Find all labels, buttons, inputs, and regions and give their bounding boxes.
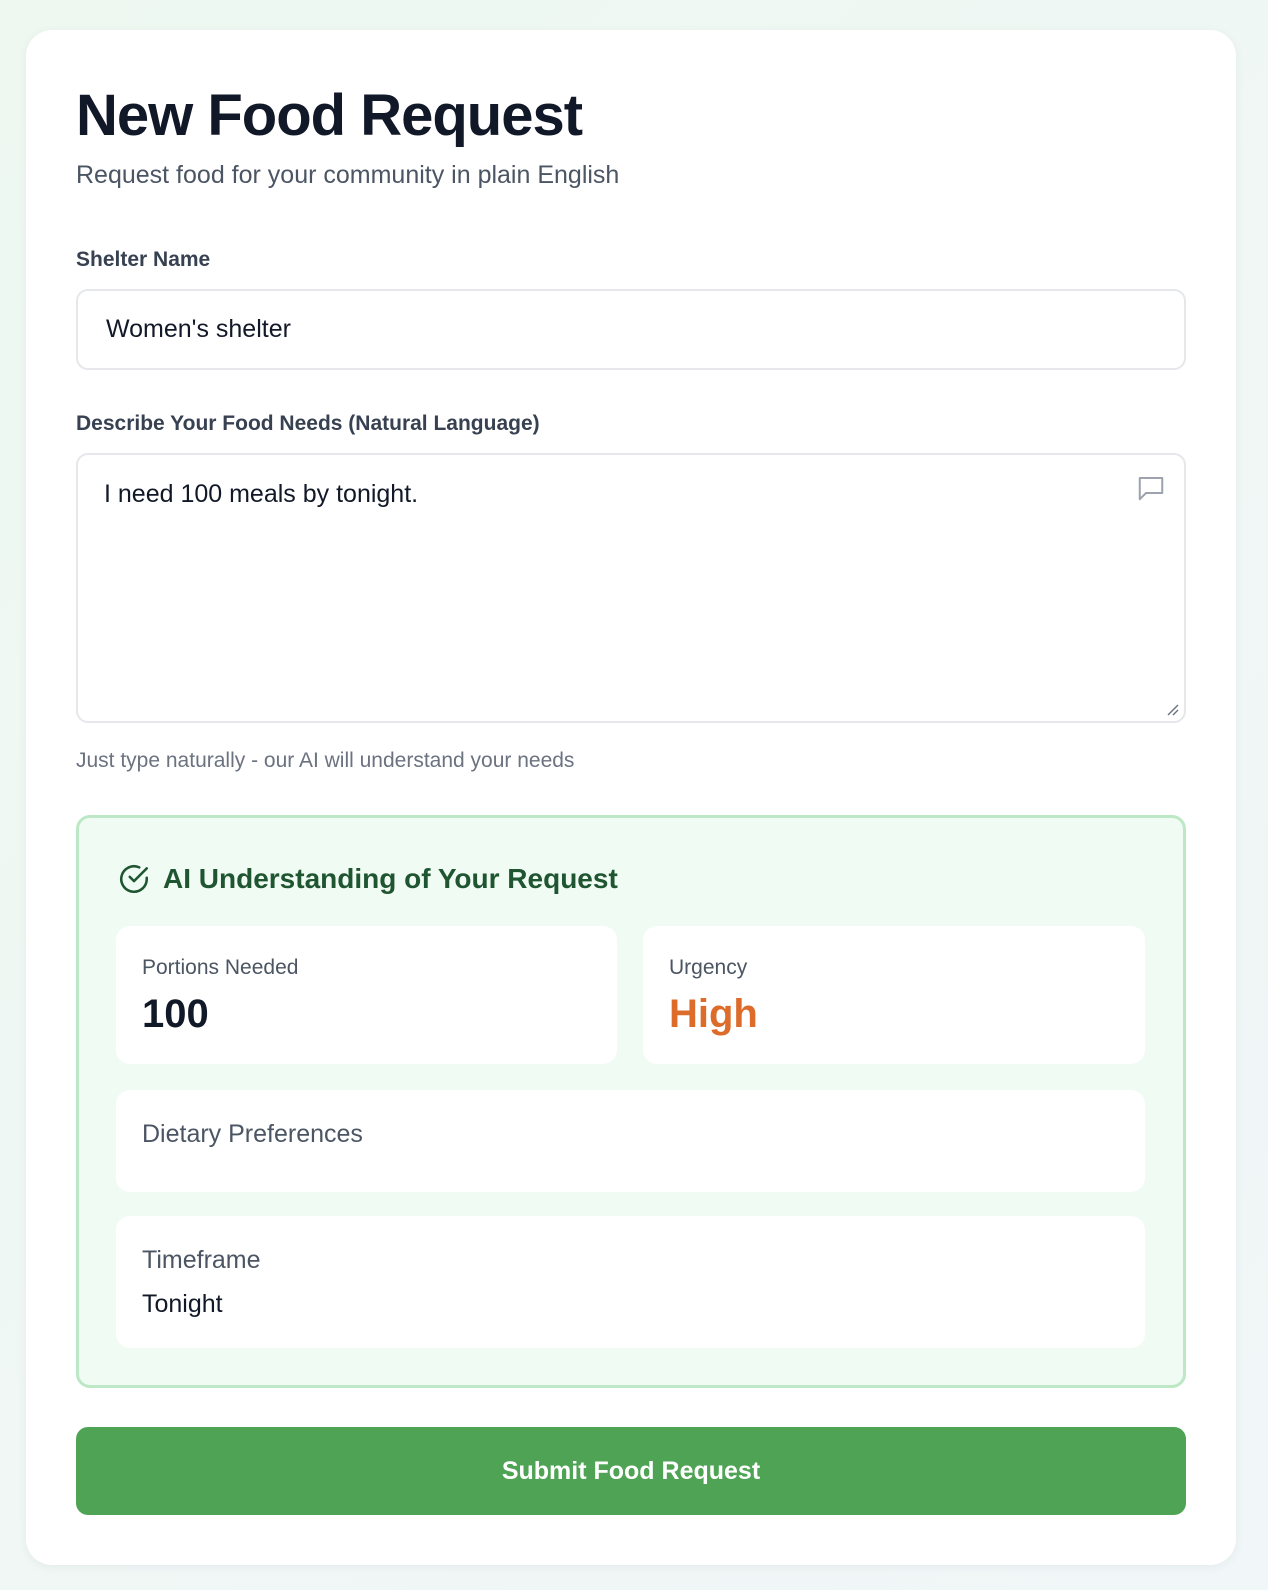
resize-handle-icon[interactable] bbox=[1164, 701, 1180, 717]
submit-food-request-button[interactable]: Submit Food Request bbox=[76, 1427, 1186, 1515]
page-title: New Food Request bbox=[76, 83, 583, 148]
urgency-box bbox=[643, 926, 1145, 1064]
urgency-label: Urgency bbox=[669, 956, 748, 979]
urgency-value: High bbox=[669, 992, 758, 1036]
ai-understanding-panel bbox=[76, 815, 1186, 1388]
food-needs-textarea[interactable] bbox=[104, 477, 1104, 697]
timeframe-box bbox=[116, 1216, 1145, 1348]
food-needs-hint: Just type naturally - our AI will understand your needs bbox=[76, 749, 575, 772]
request-card bbox=[26, 30, 1236, 1565]
timeframe-label: Timeframe bbox=[142, 1246, 261, 1274]
check-circle-icon bbox=[117, 862, 151, 896]
food-needs-label: Describe Your Food Needs (Natural Language) bbox=[76, 412, 540, 435]
shelter-name-input[interactable] bbox=[76, 289, 1186, 370]
chat-bubble-icon bbox=[1136, 473, 1166, 503]
portions-needed-box bbox=[116, 926, 617, 1064]
portions-needed-label: Portions Needed bbox=[142, 956, 299, 979]
dietary-preferences-label: Dietary Preferences bbox=[142, 1120, 363, 1148]
page-subtitle: Request food for your community in plain English bbox=[76, 161, 620, 189]
portions-needed-value: 100 bbox=[142, 992, 209, 1036]
shelter-name-label: Shelter Name bbox=[76, 248, 211, 271]
ai-understanding-heading: AI Understanding of Your Request bbox=[163, 863, 618, 894]
dietary-preferences-box bbox=[116, 1090, 1145, 1192]
timeframe-value: Tonight bbox=[142, 1290, 223, 1318]
food-needs-field[interactable] bbox=[76, 453, 1186, 723]
